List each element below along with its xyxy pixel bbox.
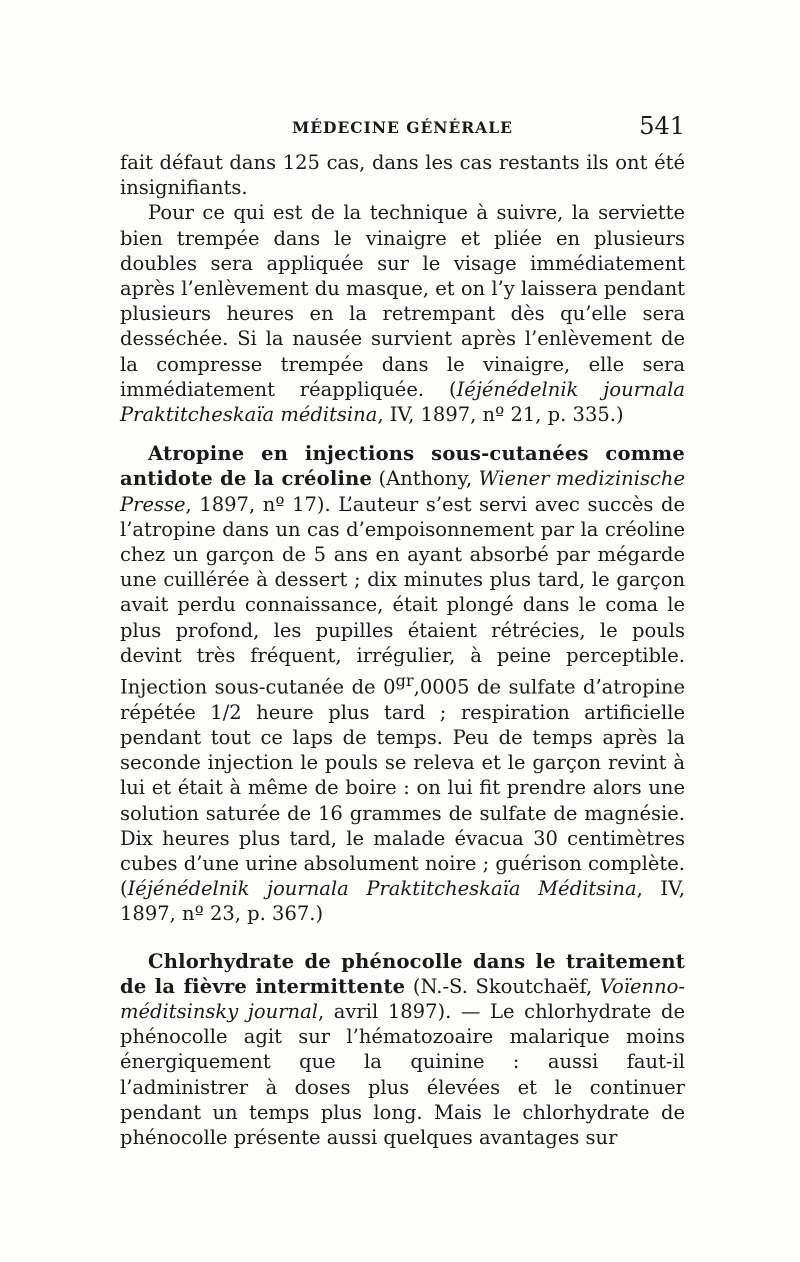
article-body: L’auteur s’est servi avec succès de l’atropine dans un cas d’empoisonnement par la créoline chez un garçon de 5 ans en ayant absorbé par mégarde une cuillérée à dessert ; dix minutes plus tard, le garçon avait perdu connaissance, était plongé dans le coma le plus profond, les pupilles étaient rétrécies, le pouls devint très fréquent, irrégulier, à peine perceptible. Injection sous-cutanée de 0 [120,492,686,699]
journal-citation: Iéjénédelnik journala Praktitcheskaïa Méditsina [127,877,637,901]
page-body [120,150,685,1150]
article-citation: , 1897, nº 17). [185,492,331,516]
dose-unit: gr [395,671,414,691]
article-author: (N.-S. Skoutchaëf, [405,974,600,998]
article-body: Le chlorhydrate de phénocolle agit sur l’hématozoaire malarique moins énergiquement que la quinine : aussi faut-il l’administrer à doses plus élevées et le continuer pendant un temps plus long. Mais le chlorhydrate de phénocolle présente aussi quelques avantages sur [120,1000,685,1150]
article-body-continued: ,0005 de sulfate d’atropine répétée 1/2 heure plus tard ; respiration artificielle pendant tout ce laps de temps. Peu de temps après la seconde injection le pouls se releva et le garçon revint à lui et était à même de boire : on lui fit prendre alors une solution saturée de 16 grammes de sulfate de magnésie. Dix heures plus tard, le malade évacua 30 centimètres cubes d’une urine absolument noire ; guérison complète. ( [120,675,685,901]
article-phenocolle [120,949,685,1151]
article-citation: , avril 1897). — [317,1000,491,1023]
article-journal: Voïenno-méditsinsky journal [120,974,685,1023]
citation-reference: , IV, 1897, nº 23, p. 367.) [120,877,685,926]
article-title: Chlorhydrate de phénocolle dans le traitement de la fièvre intermittente [120,949,685,998]
article-title: Atropine en injections sous-cutanées comme antidote de la créoline [120,442,685,491]
page-header [120,112,685,142]
article-journal: Wiener medizinische Presse [120,467,685,516]
article-author: (Anthony, [372,467,479,491]
paragraph-continuation: fait défaut dans 125 cas, dans les cas restants ils ont été insignifiants. [120,151,685,200]
paragraph-technique [120,200,685,427]
paragraph-technique-text: Pour ce qui est de la technique à suivre, la serviette bien trempée dans le vinaigre et pliée en plusieurs doubles sera appliquée sur le visage immédiatement après l’enlèvement du masque, et on l’y laissera pendant plusieurs heures en la retrempant dès qu’elle sera desséchée. Si la nausée survient après l’enlèvement de la compresse trempée dans le vinaigre, elle sera immédiatement réappliquée. ( [120,201,685,401]
article-atropine [120,441,685,926]
journal-citation: Iéjénédelnik journala Praktitcheskaïa méditsina [120,377,685,427]
running-head: MÉDECINE GÉNÉRALE [292,118,513,137]
page-number: 541 [639,112,685,140]
citation-reference: , IV, 1897, nº 21, p. 335.) [377,403,624,427]
